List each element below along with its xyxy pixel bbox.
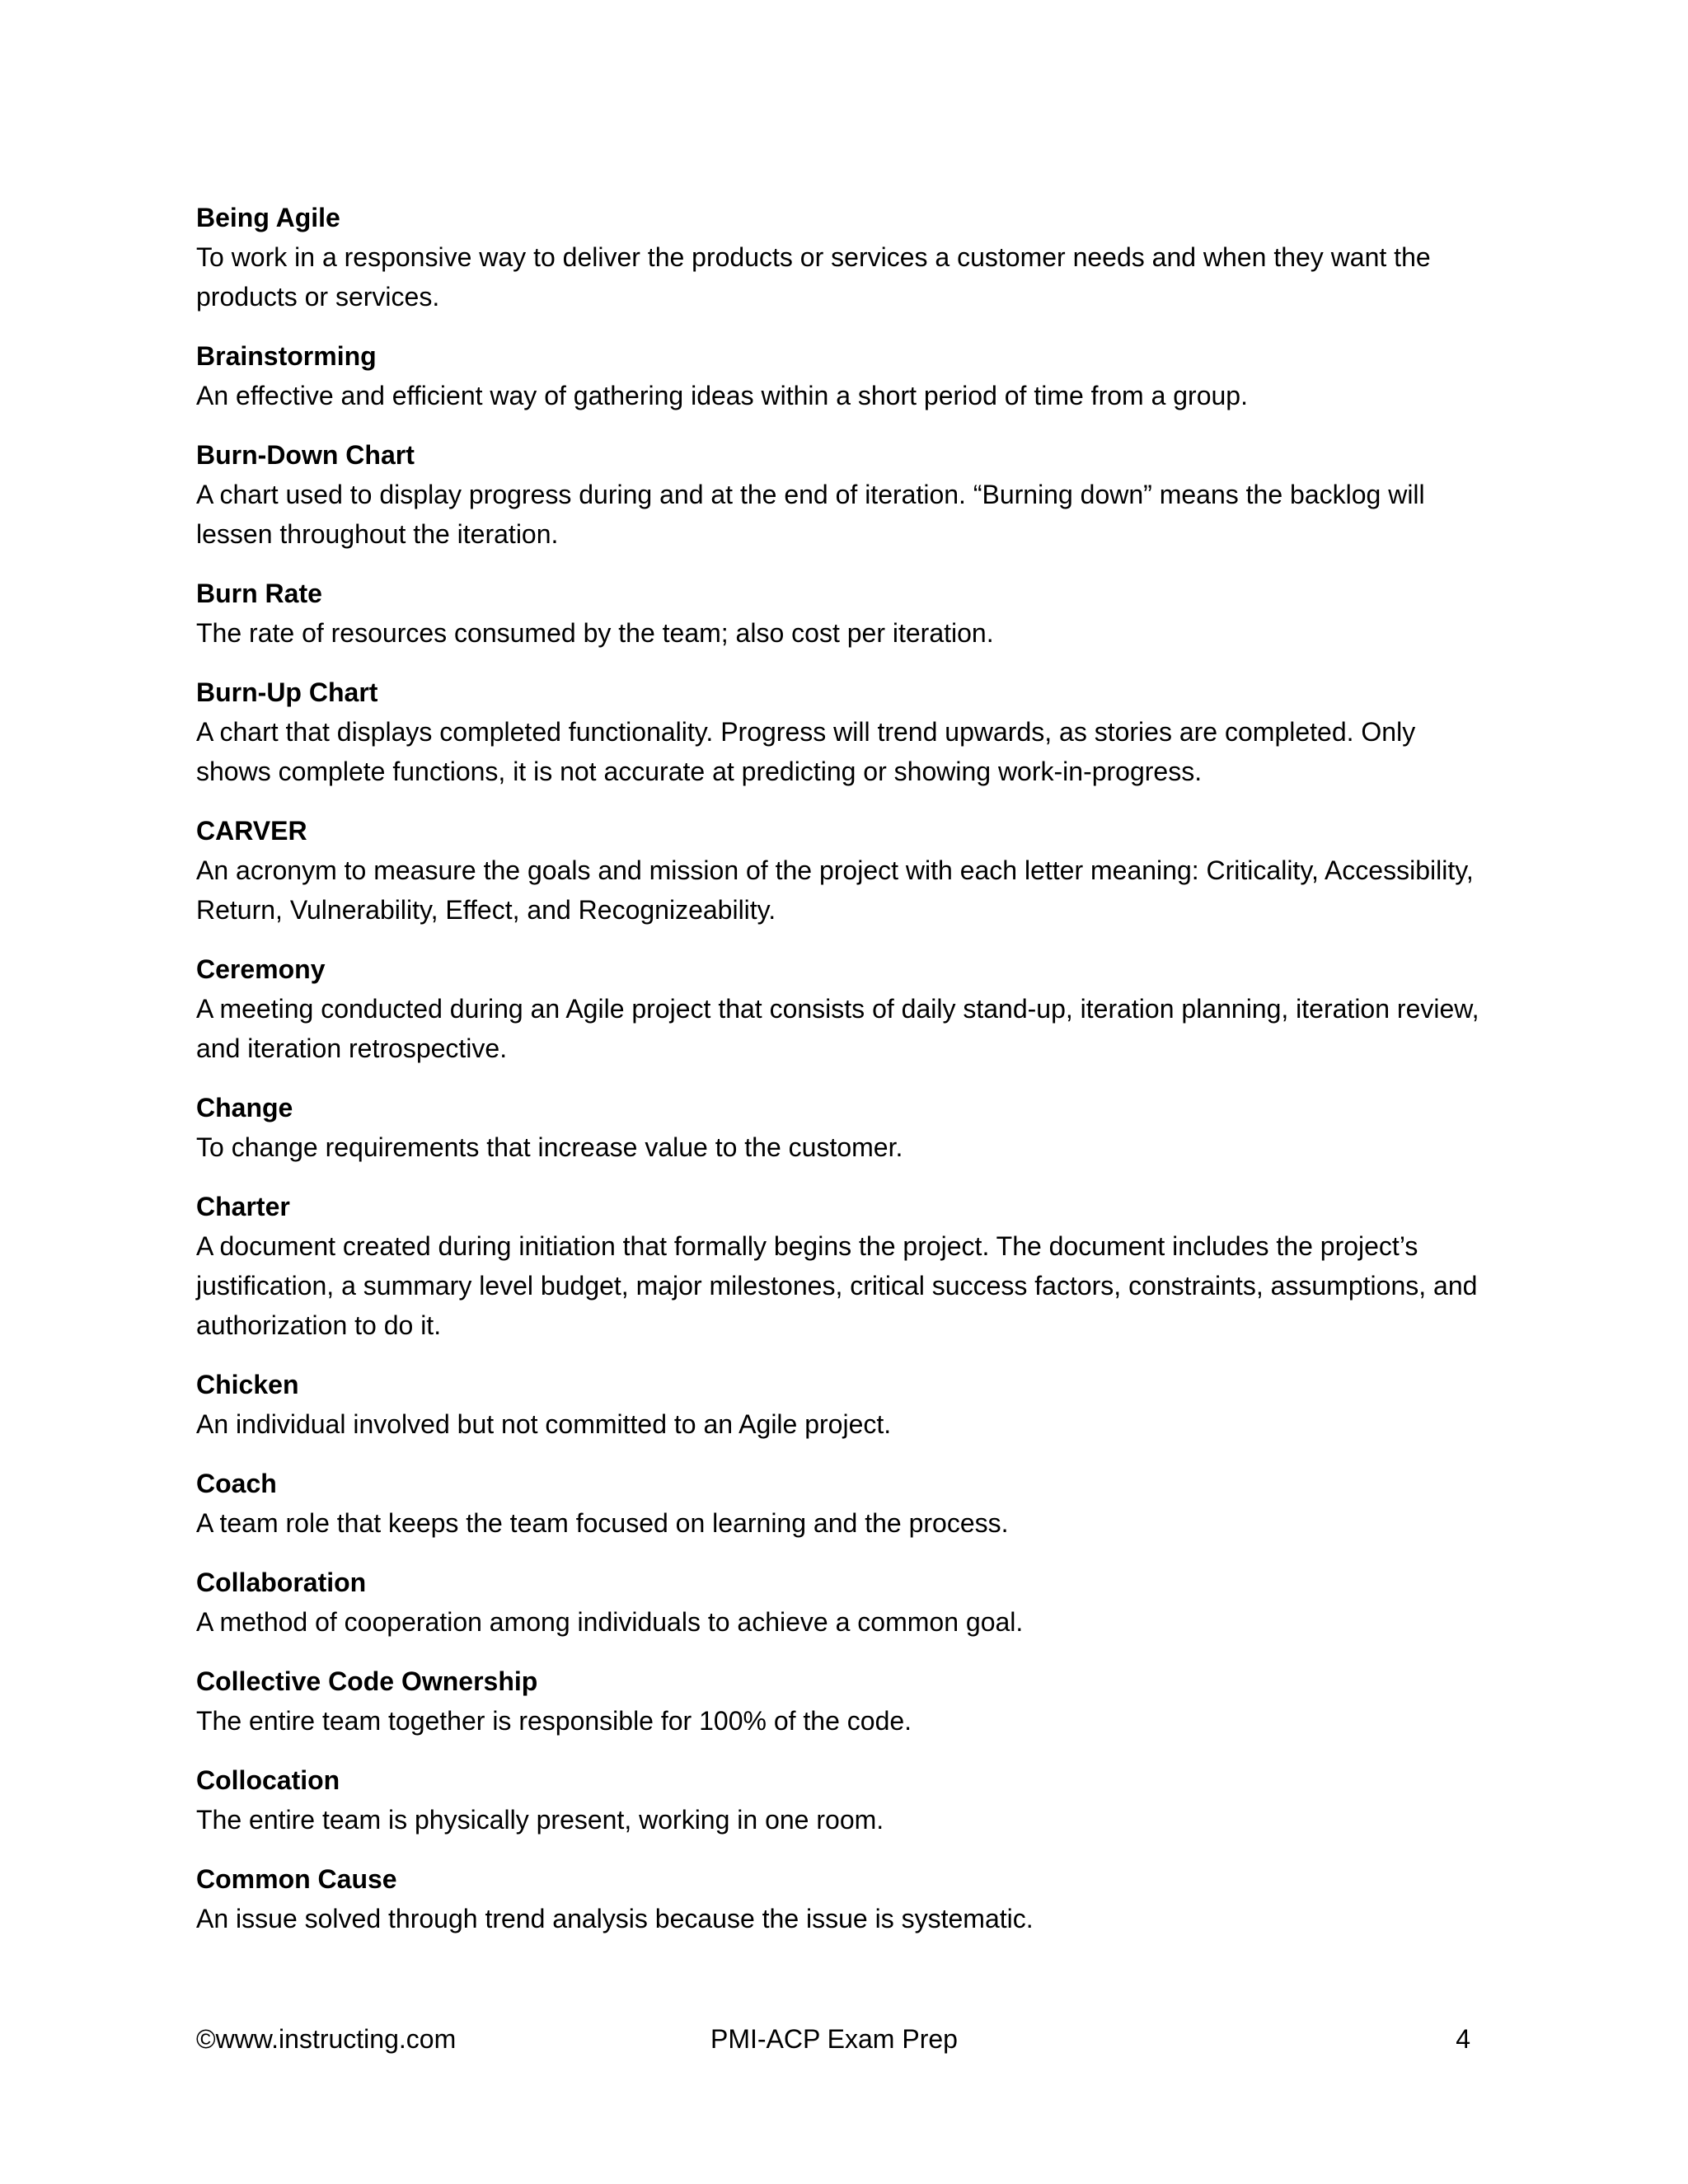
- glossary-entry: [196, 811, 1482, 930]
- glossary-term: Coach: [196, 1469, 277, 1498]
- glossary-definition: A document created during initiation that formally begins the project. The document includes the project’s justification, a summary level budget, major milestones, critical success factors, constraints, assumptions, and authorization to do it.: [196, 1231, 1478, 1340]
- page-footer: [196, 2019, 1482, 2059]
- glossary-entry: [196, 1760, 1482, 1840]
- glossary-entry: [196, 949, 1482, 1068]
- glossary-term: Common Cause: [196, 1864, 397, 1894]
- glossary-definition: A method of cooperation among individuals to achieve a common goal.: [196, 1607, 1024, 1637]
- glossary-entry: [196, 1464, 1482, 1543]
- glossary-term: Burn-Down Chart: [196, 440, 415, 470]
- glossary-definition: To change requirements that increase value to the customer.: [196, 1132, 903, 1162]
- glossary-definition: An issue solved through trend analysis because the issue is systematic.: [196, 1904, 1034, 1933]
- glossary-definition: A meeting conducted during an Agile project that consists of daily stand-up, iteration planning, iteration review, and iteration retrospective.: [196, 994, 1479, 1063]
- page-number: 4: [1456, 2024, 1470, 2054]
- footer-title: PMI-ACP Exam Prep: [710, 2024, 958, 2054]
- glossary-definition: An effective and efficient way of gathering ideas within a short period of time from a group.: [196, 381, 1248, 410]
- glossary-definition: The entire team is physically present, working in one room.: [196, 1805, 884, 1835]
- glossary-definition: The entire team together is responsible for 100% of the code.: [196, 1706, 912, 1736]
- glossary-term: Burn-Up Chart: [196, 677, 378, 707]
- glossary-definition: A chart that displays completed functionality. Progress will trend upwards, as stories are completed. Only shows complete functions, it is not accurate at predicting or showing work-in-progress.: [196, 717, 1416, 786]
- glossary-definition: An individual involved but not committed to an Agile project.: [196, 1409, 892, 1439]
- footer-copyright: ©www.instructing.com: [196, 2024, 457, 2054]
- glossary-entry: [196, 1187, 1482, 1345]
- glossary-entry: [196, 673, 1482, 791]
- glossary-definition: A team role that keeps the team focused on learning and the process.: [196, 1508, 1009, 1538]
- glossary-term: Burn Rate: [196, 579, 322, 608]
- glossary-term: CARVER: [196, 816, 307, 846]
- glossary-entry: [196, 435, 1482, 554]
- glossary-term: Collocation: [196, 1765, 340, 1795]
- glossary-term: Being Agile: [196, 203, 340, 232]
- glossary-term: Collaboration: [196, 1568, 367, 1597]
- glossary-definition: The rate of resources consumed by the team; also cost per iteration.: [196, 618, 994, 648]
- glossary-term: Chicken: [196, 1370, 299, 1399]
- glossary-entry: [196, 1859, 1482, 1938]
- glossary-entry: [196, 1661, 1482, 1741]
- glossary-entry: [196, 1365, 1482, 1444]
- glossary-definition: An acronym to measure the goals and mission of the project with each letter meaning: Criticality, Accessibility, Return, Vulnerability, Effect, and Recognizeability.: [196, 855, 1474, 925]
- glossary-entry: [196, 1563, 1482, 1642]
- glossary-definition: To work in a responsive way to deliver the products or services a customer needs and when they want the products or services.: [196, 242, 1431, 312]
- glossary-term: Ceremony: [196, 954, 326, 984]
- glossary-list: [196, 198, 1482, 1958]
- glossary-entry: [196, 574, 1482, 653]
- glossary-term: Change: [196, 1093, 293, 1122]
- glossary-term: Brainstorming: [196, 341, 377, 371]
- glossary-definition: A chart used to display progress during and at the end of iteration. “Burning down” means the backlog will lessen throughout the iteration.: [196, 480, 1425, 549]
- glossary-entry: [196, 198, 1482, 316]
- glossary-entry: [196, 336, 1482, 415]
- glossary-entry: [196, 1088, 1482, 1167]
- glossary-term: Charter: [196, 1192, 290, 1221]
- glossary-term: Collective Code Ownership: [196, 1666, 538, 1696]
